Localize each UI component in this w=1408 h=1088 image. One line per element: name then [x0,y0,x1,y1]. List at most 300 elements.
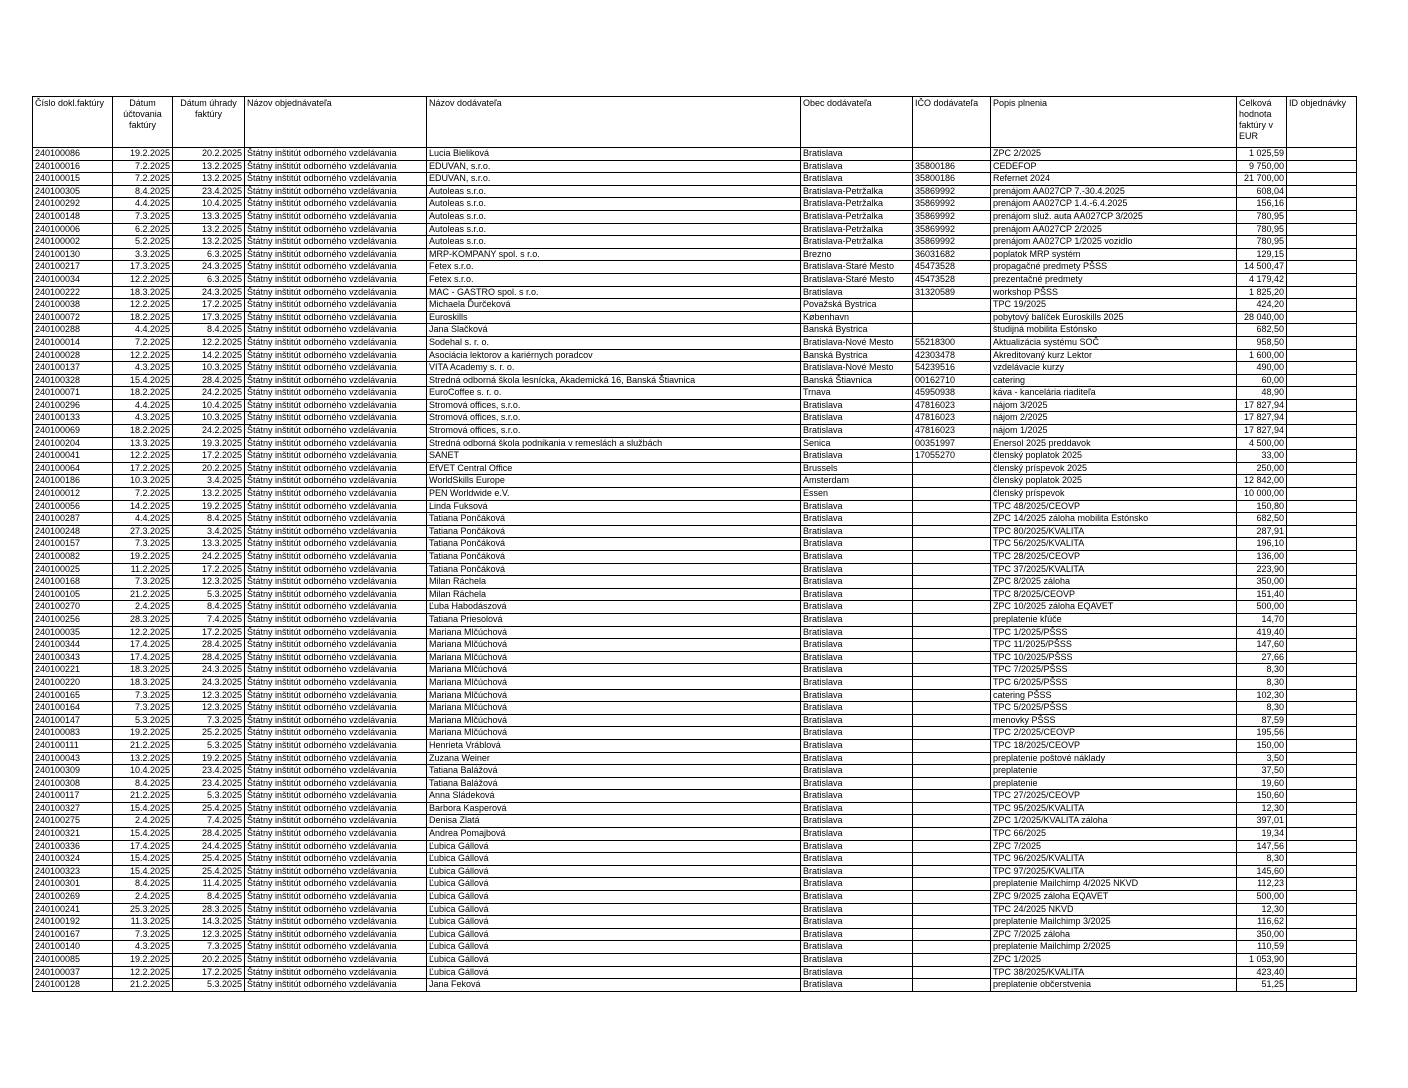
supplier-city-cell: Bratislava [801,689,913,702]
supplier-ico-cell [913,941,991,954]
supplier-ico-cell [913,525,991,538]
orderer-name-cell: Štátny inštitút odborného vzdelávania [245,349,427,362]
supplier-ico-cell [913,815,991,828]
invoice-number-cell: 240100327 [33,802,113,815]
order-id-cell [1287,865,1357,878]
total-value-cell: 4 500,00 [1237,437,1287,450]
orderer-name-cell: Štátny inštitút odborného vzdelávania [245,248,427,261]
supplier-city-cell: Bratislava [801,399,913,412]
order-id-cell [1287,891,1357,904]
order-id-cell [1287,941,1357,954]
posting-date-cell: 15.4.2025 [113,853,173,866]
supplier-name-cell: Mariana Mlčúchová [427,727,801,740]
supplier-name-cell: Asociácia lektorov a kariérnych poradcov [427,349,801,362]
description-cell: prenájom AA027CP 1/2025 vozidlo [991,236,1237,249]
description-cell: TPC 1/2025/PŠSS [991,626,1237,639]
orderer-name-cell: Štátny inštitút odborného vzdelávania [245,777,427,790]
table-row [33,954,1357,967]
description-cell: prenájom AA027CP 2/2025 [991,223,1237,236]
invoice-number-cell: 240100069 [33,425,113,438]
payment-date-cell: 23.4.2025 [173,185,245,198]
table-body [33,148,1357,992]
total-value-cell: 147,60 [1237,639,1287,652]
header-row [33,97,1357,148]
posting-date-cell: 8.4.2025 [113,878,173,891]
orderer-name-cell: Štátny inštitút odborného vzdelávania [245,752,427,765]
table-row [33,362,1357,375]
posting-date-cell: 18.2.2025 [113,425,173,438]
total-value-cell: 1 600,00 [1237,349,1287,362]
supplier-city-cell: Bratislava-Petržalka [801,198,913,211]
payment-date-cell: 19.3.2025 [173,437,245,450]
payment-date-cell: 25.4.2025 [173,802,245,815]
supplier-name-cell: Jana Slačková [427,324,801,337]
supplier-name-cell: Mariana Mlčúchová [427,639,801,652]
supplier-city-cell: Bratislava [801,576,913,589]
total-value-cell: 14,70 [1237,613,1287,626]
table-row [33,865,1357,878]
orderer-name-cell: Štátny inštitút odborného vzdelávania [245,387,427,400]
invoice-number-cell: 240100167 [33,928,113,941]
invoice-number-cell: 240100028 [33,349,113,362]
table-row [33,802,1357,815]
table-row [33,210,1357,223]
payment-date-cell: 17.2.2025 [173,299,245,312]
table-header [33,97,1357,148]
orderer-name-cell: Štátny inštitút odborného vzdelávania [245,714,427,727]
supplier-name-cell: Autoleas s.r.o. [427,198,801,211]
invoice-number-cell: 240100117 [33,790,113,803]
posting-date-cell: 15.4.2025 [113,802,173,815]
description-cell: TPC 24/2025 NKVD [991,903,1237,916]
posting-date-cell: 12.2.2025 [113,626,173,639]
posting-date-cell: 12.2.2025 [113,349,173,362]
supplier-city-cell: Bratislava [801,664,913,677]
order-id-cell [1287,148,1357,161]
payment-date-cell: 12.3.2025 [173,689,245,702]
supplier-name-cell: Tatiana Balážová [427,765,801,778]
order-id-cell [1287,802,1357,815]
posting-date-cell: 19.2.2025 [113,148,173,161]
description-cell: preplatenie Mailchimp 3/2025 [991,916,1237,929]
invoice-number-cell: 240100217 [33,261,113,274]
supplier-ico-cell [913,311,991,324]
table-row [33,790,1357,803]
order-id-cell [1287,299,1357,312]
supplier-ico-cell [913,538,991,551]
payment-date-cell: 5.3.2025 [173,588,245,601]
posting-date-cell: 7.3.2025 [113,928,173,941]
orderer-name-cell: Štátny inštitút odborného vzdelávania [245,689,427,702]
supplier-name-cell: Lucia Bieliková [427,148,801,161]
posting-date-cell: 18.3.2025 [113,664,173,677]
supplier-city-cell: Bratislava [801,777,913,790]
total-value-cell: 424,20 [1237,299,1287,312]
table-row [33,311,1357,324]
posting-date-cell: 5.2.2025 [113,236,173,249]
supplier-ico-cell: 35800186 [913,173,991,186]
description-cell: nájom 2/2025 [991,412,1237,425]
total-value-cell: 17 827,94 [1237,425,1287,438]
table-row [33,639,1357,652]
orderer-name-cell: Štátny inštitút odborného vzdelávania [245,891,427,904]
payment-date-cell: 8.4.2025 [173,513,245,526]
invoice-number-cell: 240100269 [33,891,113,904]
supplier-ico-cell [913,790,991,803]
table-row [33,563,1357,576]
supplier-name-cell: Michaela Ďurčeková [427,299,801,312]
orderer-name-cell: Štátny inštitút odborného vzdelávania [245,500,427,513]
table-row [33,739,1357,752]
supplier-city-cell: Bratislava [801,500,913,513]
description-cell: TPC 96/2025/KVALITA [991,853,1237,866]
table-row [33,651,1357,664]
total-value-cell: 145,60 [1237,865,1287,878]
supplier-ico-cell [913,865,991,878]
posting-date-cell: 19.2.2025 [113,551,173,564]
description-cell: Enersol 2025 preddavok [991,437,1237,450]
description-cell: TPC 6/2025/PŠSS [991,676,1237,689]
invoice-number-cell: 240100192 [33,916,113,929]
total-value-cell: 8,30 [1237,702,1287,715]
invoice-number-cell: 240100043 [33,752,113,765]
total-value-cell: 150,80 [1237,500,1287,513]
table-row [33,261,1357,274]
supplier-name-cell: Stredná odborná škola podnikania v remeslách a službách [427,437,801,450]
orderer-name-cell: Štátny inštitút odborného vzdelávania [245,639,427,652]
posting-date-cell: 21.2.2025 [113,588,173,601]
order-id-cell [1287,613,1357,626]
payment-date-cell: 13.3.2025 [173,210,245,223]
description-cell: workshop PŠSS [991,286,1237,299]
table-row [33,538,1357,551]
invoice-number-cell: 240100133 [33,412,113,425]
description-cell: študijná mobilita Estónsko [991,324,1237,337]
payment-date-cell: 17.2.2025 [173,563,245,576]
total-value-cell: 129,15 [1237,248,1287,261]
order-id-cell [1287,261,1357,274]
table-row [33,324,1357,337]
order-id-cell [1287,450,1357,463]
invoice-number-cell: 240100157 [33,538,113,551]
payment-date-cell: 24.3.2025 [173,286,245,299]
supplier-name-cell: EDUVAN, s.r.o. [427,160,801,173]
description-cell: TPC 27/2025/CEOVP [991,790,1237,803]
invoice-number-cell: 240100147 [33,714,113,727]
total-value-cell: 51,25 [1237,979,1287,992]
table-row [33,488,1357,501]
description-cell: TPC 18/2025/CEOVP [991,739,1237,752]
invoice-number-cell: 240100323 [33,865,113,878]
supplier-city-cell: Bratislava-Staré Mesto [801,261,913,274]
supplier-name-cell: EuroCoffee s. r. o. [427,387,801,400]
supplier-name-cell: Anna Sládeková [427,790,801,803]
table-row [33,525,1357,538]
invoice-number-cell: 240100292 [33,198,113,211]
invoice-number-cell: 240100305 [33,185,113,198]
supplier-ico-cell: 35869992 [913,198,991,211]
description-cell: káva - kancelária riaditeľa [991,387,1237,400]
supplier-name-cell: Tatiana Pončáková [427,551,801,564]
description-cell: preplatenie poštové náklady [991,752,1237,765]
supplier-city-cell: Považská Bystrica [801,299,913,312]
total-value-cell: 8,30 [1237,853,1287,866]
description-cell: prezentačné predmety [991,273,1237,286]
invoice-number-cell: 240100336 [33,840,113,853]
supplier-ico-cell: 35869992 [913,236,991,249]
table-row [33,878,1357,891]
orderer-name-cell: Štátny inštitút odborného vzdelávania [245,941,427,954]
supplier-ico-cell [913,802,991,815]
orderer-name-cell: Štátny inštitút odborného vzdelávania [245,210,427,223]
order-id-cell [1287,399,1357,412]
supplier-city-cell: Bratislava [801,425,913,438]
supplier-ico-cell [913,840,991,853]
posting-date-cell: 17.4.2025 [113,639,173,652]
supplier-ico-cell [913,676,991,689]
supplier-ico-cell [913,639,991,652]
posting-date-cell: 4.3.2025 [113,412,173,425]
supplier-name-cell: Andrea Pomajbová [427,828,801,841]
invoice-number-cell: 240100086 [33,148,113,161]
description-cell: preplatenie Mailchimp 4/2025 NKVD [991,878,1237,891]
description-cell: menovky PŠSS [991,714,1237,727]
orderer-name-cell: Štátny inštitút odborného vzdelávania [245,311,427,324]
description-cell: CEDEFOP [991,160,1237,173]
description-cell: členský poplatok 2025 [991,450,1237,463]
supplier-city-cell: Bratislava [801,790,913,803]
order-id-cell [1287,828,1357,841]
table-row [33,601,1357,614]
orderer-name-cell: Štátny inštitút odborného vzdelávania [245,462,427,475]
total-value-cell: 397,01 [1237,815,1287,828]
supplier-city-cell: Bratislava-Petržalka [801,236,913,249]
orderer-name-cell: Štátny inštitút odborného vzdelávania [245,450,427,463]
supplier-ico-cell [913,727,991,740]
order-id-cell [1287,173,1357,186]
total-value-cell: 37,50 [1237,765,1287,778]
description-cell: ZPC 7/2025 záloha [991,928,1237,941]
table-row [33,450,1357,463]
description-cell: TPC 80/2025/KVALITA [991,525,1237,538]
supplier-name-cell: Tatiana Pončáková [427,563,801,576]
payment-date-cell: 24.3.2025 [173,676,245,689]
supplier-ico-cell [913,500,991,513]
description-cell: preplatenie občerstvenia [991,979,1237,992]
order-id-cell [1287,840,1357,853]
order-id-cell [1287,790,1357,803]
order-id-cell [1287,286,1357,299]
total-value-cell: 490,00 [1237,362,1287,375]
table-row [33,853,1357,866]
supplier-city-cell: Bratislava [801,702,913,715]
supplier-name-cell: VITA Academy s. r. o. [427,362,801,375]
description-cell: ZPC 7/2025 [991,840,1237,853]
orderer-name-cell: Štátny inštitút odborného vzdelávania [245,739,427,752]
supplier-name-cell: EDUVAN, s.r.o. [427,173,801,186]
supplier-name-cell: Ľubica Gállová [427,928,801,941]
posting-date-cell: 25.3.2025 [113,903,173,916]
description-cell: TPC 56/2025/KVALITA [991,538,1237,551]
supplier-ico-cell [913,752,991,765]
supplier-name-cell: Mariana Mlčúchová [427,689,801,702]
order-id-cell [1287,525,1357,538]
table-row [33,299,1357,312]
table-row [33,236,1357,249]
supplier-name-cell: SANET [427,450,801,463]
supplier-name-cell: Ľubica Gállová [427,916,801,929]
total-value-cell: 21 700,00 [1237,173,1287,186]
supplier-city-cell: Bratislava [801,613,913,626]
description-cell: prenájom AA027CP 1.4.-6.4.2025 [991,198,1237,211]
table-row [33,828,1357,841]
orderer-name-cell: Štátny inštitút odborného vzdelávania [245,412,427,425]
supplier-name-cell: PEN Worldwide e.V. [427,488,801,501]
description-cell: preplatenie [991,765,1237,778]
order-id-cell [1287,903,1357,916]
supplier-city-cell: Bratislava [801,160,913,173]
supplier-city-cell: Bratislava [801,563,913,576]
order-id-cell [1287,588,1357,601]
total-value-cell: 136,00 [1237,551,1287,564]
payment-date-cell: 19.2.2025 [173,500,245,513]
supplier-city-cell: Senica [801,437,913,450]
supplier-city-cell: Bratislava [801,626,913,639]
description-cell: Refernet 2024 [991,173,1237,186]
payment-date-cell: 20.2.2025 [173,148,245,161]
supplier-ico-cell [913,954,991,967]
payment-date-cell: 7.3.2025 [173,714,245,727]
posting-date-cell: 4.4.2025 [113,399,173,412]
orderer-name-cell: Štátny inštitút odborného vzdelávania [245,399,427,412]
supplier-city-cell: Bratislava [801,966,913,979]
supplier-ico-cell: 36031682 [913,248,991,261]
order-id-cell [1287,878,1357,891]
description-cell: TPC 11/2025/PŠSS [991,639,1237,652]
supplier-ico-cell [913,324,991,337]
payment-date-cell: 20.2.2025 [173,954,245,967]
posting-date-cell: 6.2.2025 [113,223,173,236]
orderer-name-cell: Štátny inštitút odborného vzdelávania [245,362,427,375]
order-id-cell [1287,563,1357,576]
supplier-city-cell: Banská Bystrica [801,324,913,337]
order-id-cell [1287,626,1357,639]
orderer-name-cell: Štátny inštitút odborného vzdelávania [245,651,427,664]
posting-date-cell: 7.3.2025 [113,210,173,223]
posting-date-cell: 4.4.2025 [113,324,173,337]
supplier-city-cell: Bratislava-Petržalka [801,210,913,223]
description-cell: prenájom služ. auta AA027CP 3/2025 [991,210,1237,223]
supplier-ico-cell [913,551,991,564]
orderer-name-cell: Štátny inštitút odborného vzdelávania [245,853,427,866]
orderer-name-cell: Štátny inštitút odborného vzdelávania [245,273,427,286]
supplier-city-cell: Bratislava [801,752,913,765]
supplier-city-cell: Banská Štiavnica [801,374,913,387]
table-row [33,148,1357,161]
total-value-cell: 9 750,00 [1237,160,1287,173]
invoice-number-cell: 240100308 [33,777,113,790]
description-cell: TPC 38/2025/KVALITA [991,966,1237,979]
supplier-city-cell: Bratislava-Nové Mesto [801,336,913,349]
order-id-cell [1287,223,1357,236]
order-id-cell [1287,966,1357,979]
table-row [33,551,1357,564]
table-row [33,727,1357,740]
table-row [33,223,1357,236]
payment-date-cell: 25.4.2025 [173,853,245,866]
order-id-cell [1287,475,1357,488]
payment-date-cell: 5.3.2025 [173,739,245,752]
supplier-ico-cell [913,588,991,601]
payment-date-cell: 19.2.2025 [173,752,245,765]
invoice-number-cell: 240100288 [33,324,113,337]
orderer-name-cell: Štátny inštitút odborného vzdelávania [245,613,427,626]
supplier-name-cell: Mariana Mlčúchová [427,651,801,664]
orderer-name-cell: Štátny inštitút odborného vzdelávania [245,702,427,715]
order-id-cell [1287,387,1357,400]
payment-date-cell: 8.4.2025 [173,324,245,337]
invoice-number-cell: 240100204 [33,437,113,450]
orderer-name-cell: Štátny inštitút odborného vzdelávania [245,324,427,337]
total-value-cell: 419,40 [1237,626,1287,639]
order-id-cell [1287,639,1357,652]
supplier-ico-cell [913,462,991,475]
supplier-city-cell: Bratislava [801,954,913,967]
orderer-name-cell: Štátny inštitút odborného vzdelávania [245,790,427,803]
supplier-name-cell: Milan Ráchela [427,576,801,589]
table-row [33,173,1357,186]
payment-date-cell: 12.3.2025 [173,576,245,589]
supplier-city-cell: Bratislava [801,286,913,299]
payment-date-cell: 20.2.2025 [173,462,245,475]
table-row [33,815,1357,828]
order-id-cell [1287,979,1357,992]
orderer-name-cell: Štátny inštitút odborného vzdelávania [245,966,427,979]
description-cell: pobytový balíček Euroskills 2025 [991,311,1237,324]
supplier-ico-cell: 35869992 [913,185,991,198]
total-value-cell: 287,91 [1237,525,1287,538]
order-id-cell [1287,853,1357,866]
total-value-cell: 4 179,42 [1237,273,1287,286]
supplier-ico-cell [913,979,991,992]
order-id-cell [1287,311,1357,324]
posting-date-cell: 4.3.2025 [113,362,173,375]
supplier-ico-cell [913,576,991,589]
description-cell: členský príspevok 2025 [991,462,1237,475]
invoice-number-cell: 240100270 [33,601,113,614]
supplier-name-cell: Mariana Mlčúchová [427,676,801,689]
total-value-cell: 17 827,94 [1237,399,1287,412]
orderer-name-cell: Štátny inštitút odborného vzdelávania [245,160,427,173]
posting-date-cell: 8.4.2025 [113,777,173,790]
supplier-city-cell: Bratislava [801,173,913,186]
payment-date-cell: 10.4.2025 [173,198,245,211]
table-row [33,198,1357,211]
total-value-cell: 12,30 [1237,802,1287,815]
description-cell: TPC 48/2025/CEOVP [991,500,1237,513]
orderer-name-cell: Štátny inštitút odborného vzdelávania [245,840,427,853]
posting-date-cell: 17.3.2025 [113,261,173,274]
supplier-ico-cell: 45950938 [913,387,991,400]
orderer-name-cell: Štátny inštitút odborného vzdelávania [245,185,427,198]
orderer-name-cell: Štátny inštitút odborného vzdelávania [245,815,427,828]
invoice-number-cell: 240100328 [33,374,113,387]
invoice-number-cell: 240100241 [33,903,113,916]
supplier-ico-cell [913,891,991,904]
supplier-name-cell: Mariana Mlčúchová [427,626,801,639]
payment-date-cell: 3.4.2025 [173,525,245,538]
supplier-city-cell: Bratislava [801,525,913,538]
